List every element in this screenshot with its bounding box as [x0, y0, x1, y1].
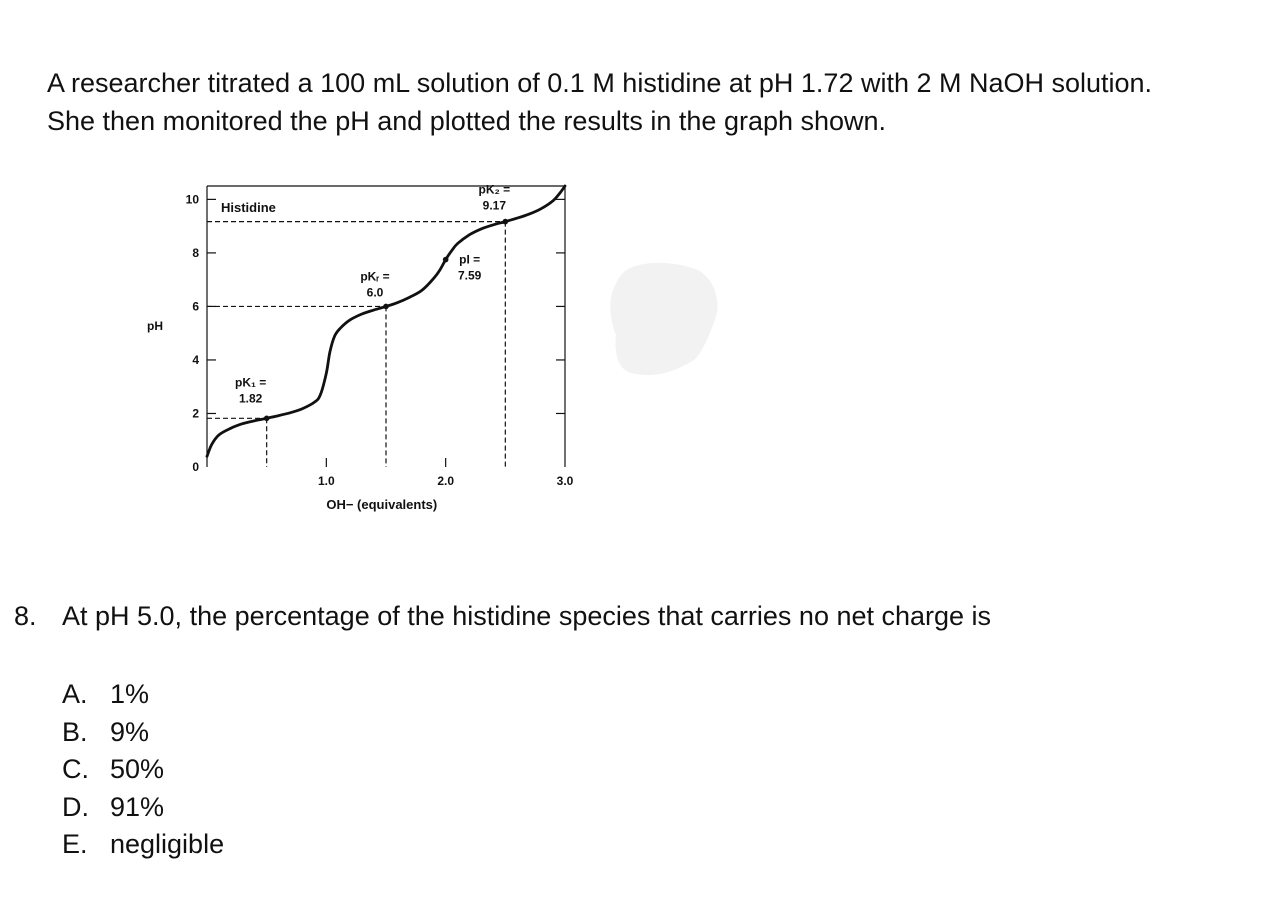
label-pK2-top: pK₂ =: [478, 182, 511, 197]
label-pK1-top: pK₁ =: [235, 375, 267, 390]
label-pKR-top: pKᵣ =: [360, 269, 390, 284]
question-text: At pH 5.0, the percentage of the histidine species that carries no net charge is: [62, 601, 992, 631]
titration-curve: [207, 186, 565, 456]
choice-d[interactable]: [62, 789, 224, 827]
choice-letter: A.: [62, 679, 88, 709]
choice-letter: D.: [62, 791, 89, 822]
smudge-mark: [608, 260, 720, 378]
point-pKR: [383, 304, 389, 310]
label-pK2-value: 9.17: [482, 198, 507, 213]
y-tick-label-10: 10: [185, 192, 199, 207]
choice-text: 1%: [110, 679, 150, 709]
x-tick-label-2.0: 2.0: [437, 474, 455, 488]
point-pK1: [264, 415, 270, 421]
label-pK1-value: 1.82: [238, 391, 263, 406]
choice-a[interactable]: [62, 676, 224, 714]
chart-title: Histidine: [221, 200, 276, 215]
answer-choices: [62, 676, 224, 864]
point-pK2: [503, 219, 509, 225]
choice-b[interactable]: [62, 714, 224, 752]
label-pKR-value: 6.0: [366, 285, 384, 300]
point-pI: [443, 257, 449, 263]
choice-c[interactable]: [62, 751, 224, 789]
x-axis-label: OH− (equivalents): [326, 497, 438, 512]
y-tick-label-2: 2: [192, 406, 199, 421]
choice-text: 91%: [110, 791, 165, 822]
y-tick-label-4: 4: [192, 352, 199, 367]
intro-line-2: She then monitored the pH and plotted the results in the graph shown.: [47, 106, 887, 136]
y-tick-label-6: 6: [192, 299, 199, 314]
choice-text: negligible: [110, 829, 225, 859]
x-tick-label-3.0: 3.0: [556, 474, 574, 488]
label-pI-top: pI =: [459, 252, 481, 267]
x-tick-label-1.0: 1.0: [317, 474, 335, 488]
y-tick-label-8: 8: [192, 245, 199, 260]
choice-letter: C.: [62, 754, 89, 784]
choice-text: 50%: [110, 754, 165, 784]
choice-letter: B.: [62, 716, 88, 747]
intro-line-1: A researcher titrated a 100 mL solution of 0.1 M histidine at pH 1.72 with 2 M NaOH solution.: [47, 68, 1153, 98]
y-tick-label-0: 0: [192, 460, 199, 474]
question-number: 8.: [14, 601, 37, 631]
choice-letter: E.: [62, 829, 88, 859]
question-8: [14, 597, 991, 635]
choice-text: 9%: [110, 716, 150, 747]
y-axis-label: pH: [147, 319, 163, 333]
choice-e[interactable]: [62, 826, 224, 864]
label-pI-value: 7.59: [457, 268, 482, 283]
